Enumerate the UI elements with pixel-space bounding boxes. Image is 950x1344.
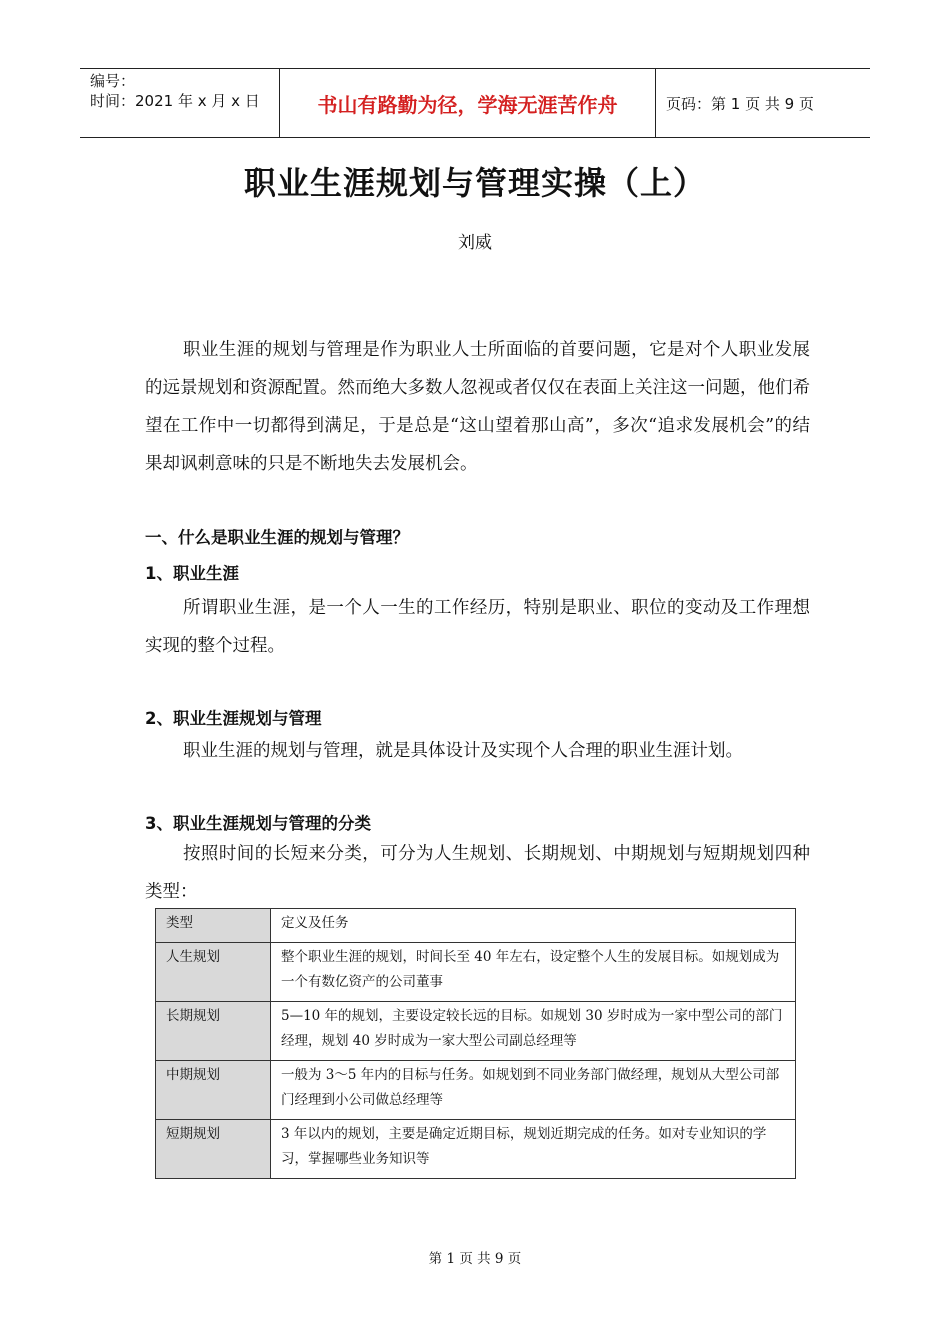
subsection-text-3: 按照时间的长短来分类，可分为人生规划、长期规划、中期规划与短期规划四种类型： bbox=[145, 844, 810, 902]
subsection-text-1: 所谓职业生涯，是一个人一生的工作经历，特别是职业、职位的变动及工作理想实现的整个过程。 bbox=[145, 598, 810, 656]
document-header bbox=[80, 68, 870, 138]
intro-paragraph: 职业生涯的规划与管理是作为职业人士所面临的首要问题，它是对个人职业发展的远景规划和资源配置。然而绝大多数人忽视或者仅仅在表面上关注这一问题，他们希望在工作中一切都得到满足，于是总是“这山望着那山高”，多次“追求发展机会”的结果却讽刺意味的只是不断地失去发展机会。 bbox=[145, 340, 810, 474]
header-meta bbox=[80, 69, 280, 137]
table-cell-type: 人生规划 bbox=[156, 943, 271, 1002]
subsection-heading-3: 3、职业生涯规划与管理的分类 bbox=[145, 814, 371, 833]
subsection-heading-2: 2、职业生涯规划与管理 bbox=[145, 709, 322, 728]
table-row bbox=[156, 943, 796, 1002]
time-label: 时间：2021 年 x 月 x 日 bbox=[90, 92, 260, 110]
section-heading: 一、什么是职业生涯的规划与管理？ bbox=[145, 528, 409, 547]
header-motto: 书山有路勤为径，学海无涯苦作舟 bbox=[280, 69, 656, 137]
page-footer: 第 1 页 共 9 页 bbox=[428, 1251, 522, 1267]
table-row bbox=[156, 1120, 796, 1179]
table-header-cell: 定义及任务 bbox=[271, 909, 796, 943]
table-cell-definition: 5—10 年的规划，主要设定较长远的目标。如规划 30 岁时成为一家中型公司的部门经理，规划 40 岁时成为一家大型公司副总经理等 bbox=[271, 1002, 796, 1061]
table-header-row bbox=[156, 909, 796, 943]
table-cell-definition: 3 年以内的规划，主要是确定近期目标，规划近期完成的任务。如对专业知识的学习，掌握哪些业务知识等 bbox=[271, 1120, 796, 1179]
table-header-cell: 类型 bbox=[156, 909, 271, 943]
planning-types-table bbox=[155, 908, 796, 1179]
subsection-heading-1: 1、职业生涯 bbox=[145, 564, 239, 583]
table-cell-type: 短期规划 bbox=[156, 1120, 271, 1179]
header-page-info: 页码：第 1 页 共 9 页 bbox=[666, 94, 814, 113]
table-cell-definition: 整个职业生涯的规划，时间长至 40 年左右，设定整个人生的发展目标。如规划成为一个有数亿资产的公司董事 bbox=[271, 943, 796, 1002]
document-title: 职业生涯规划与管理实操（上） bbox=[243, 164, 706, 202]
table-row bbox=[156, 1002, 796, 1061]
table-cell-type: 长期规划 bbox=[156, 1002, 271, 1061]
author-name: 刘威 bbox=[458, 233, 492, 253]
subsection-text-2: 职业生涯的规划与管理，就是具体设计及实现个人合理的职业生涯计划。 bbox=[183, 741, 743, 761]
table-row bbox=[156, 1061, 796, 1120]
table-cell-definition: 一般为 3～5 年内的目标与任务。如规划到不同业务部门做经理，规划从大型公司部门经理到小公司做总经理等 bbox=[271, 1061, 796, 1120]
table-cell-type: 中期规划 bbox=[156, 1061, 271, 1120]
number-label: 编号： bbox=[90, 72, 136, 90]
